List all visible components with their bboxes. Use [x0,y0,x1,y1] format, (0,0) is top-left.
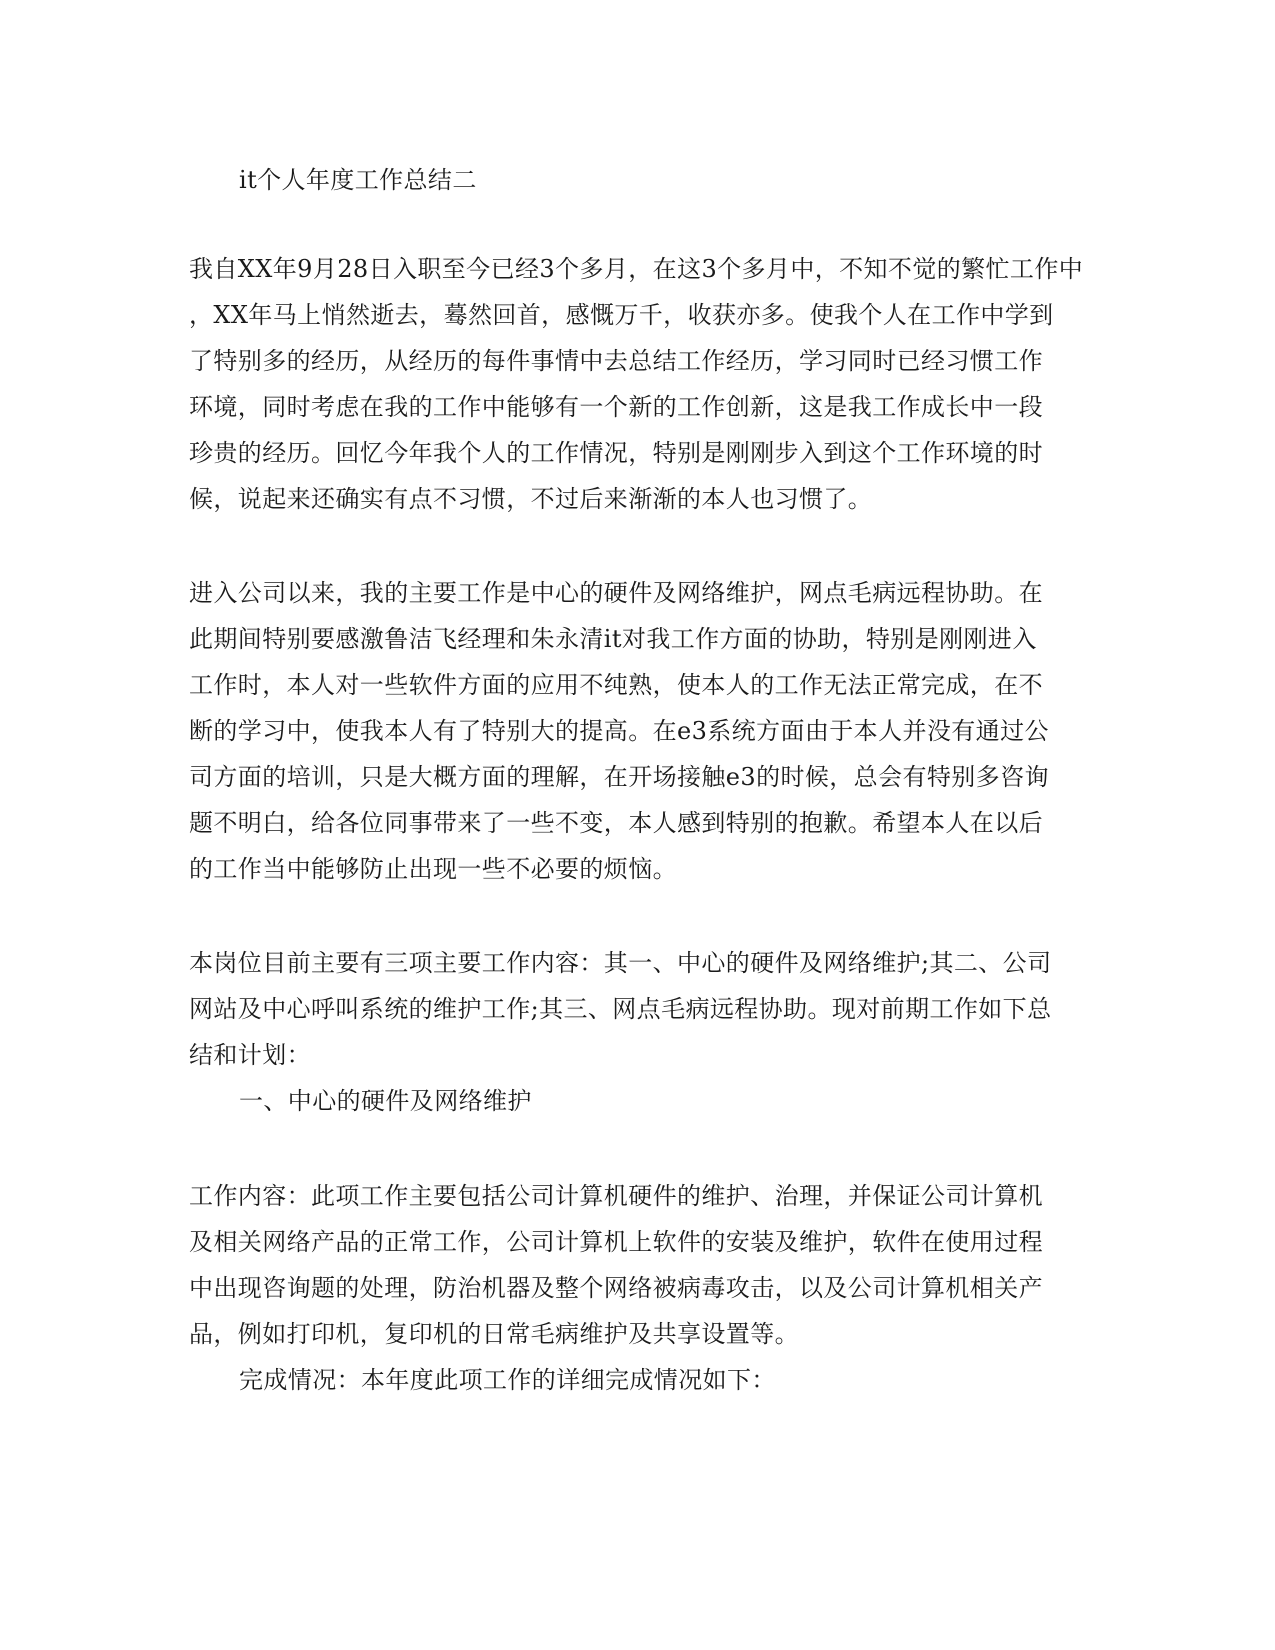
paragraph-line: 及相关网络产品的正常工作，公司计算机上软件的安装及维护，软件在使用过程 [189,1228,1043,1256]
paragraph-line: 环境，同时考虑在我的工作中能够有一个新的工作创新，这是我工作成长中一段 [189,393,1043,421]
paragraph-line: 结和计划： [189,1041,311,1069]
completion-status-line: 完成情况：本年度此项工作的详细完成情况如下： [239,1366,776,1394]
paragraph-line: 我自XX年9月28日入职至今已经3个多月，在这3个多月中，不知不觉的繁忙工作中 [189,255,1084,283]
paragraph-line: 珍贵的经历。回忆今年我个人的工作情况，特别是刚刚步入到这个工作环境的时 [189,439,1043,467]
paragraph-line: ，XX年马上悄然逝去，蓦然回首，感慨万千，收获亦多。使我个人在工作中学到 [189,301,1054,329]
paragraph-line: 工作时，本人对一些软件方面的应用不纯熟，使本人的工作无法正常完成，在不 [189,671,1043,699]
paragraph-line: 品，例如打印机，复印机的日常毛病维护及共享设置等。 [189,1320,799,1348]
paragraph-line: 中出现咨询题的处理，防治机器及整个网络被病毒攻击，以及公司计算机相关产 [189,1274,1043,1302]
paragraph-line: 此期间特别要感激鲁洁飞经理和朱永清it对我工作方面的协助，特别是刚刚进入 [189,625,1037,653]
section-heading: 一、中心的硬件及网络维护 [239,1087,532,1115]
paragraph-line: 题不明白，给各位同事带来了一些不变，本人感到特别的抱歉。希望本人在以后 [189,809,1043,837]
paragraph-line: 进入公司以来，我的主要工作是中心的硬件及网络维护，网点毛病远程协助。在 [189,579,1043,607]
document-title: it个人年度工作总结二 [239,166,477,194]
paragraph-line: 本岗位目前主要有三项主要工作内容：其一、中心的硬件及网络维护;其二、公司 [189,949,1052,977]
paragraph-line: 网站及中心呼叫系统的维护工作;其三、网点毛病远程协助。现对前期工作如下总 [189,995,1052,1023]
paragraph-line: 工作内容：此项工作主要包括公司计算机硬件的维护、治理，并保证公司计算机 [189,1182,1043,1210]
paragraph-line: 的工作当中能够防止出现一些不必要的烦恼。 [189,855,677,883]
paragraph-line: 断的学习中，使我本人有了特别大的提高。在e3系统方面由于本人并没有通过公 [189,717,1049,745]
paragraph-line: 司方面的培训，只是大概方面的理解，在开场接触e3的时候，总会有特别多咨询 [189,763,1049,791]
paragraph-line: 候，说起来还确实有点不习惯，不过后来渐渐的本人也习惯了。 [189,485,873,513]
paragraph-line: 了特别多的经历，从经历的每件事情中去总结工作经历，学习同时已经习惯工作 [189,347,1043,375]
